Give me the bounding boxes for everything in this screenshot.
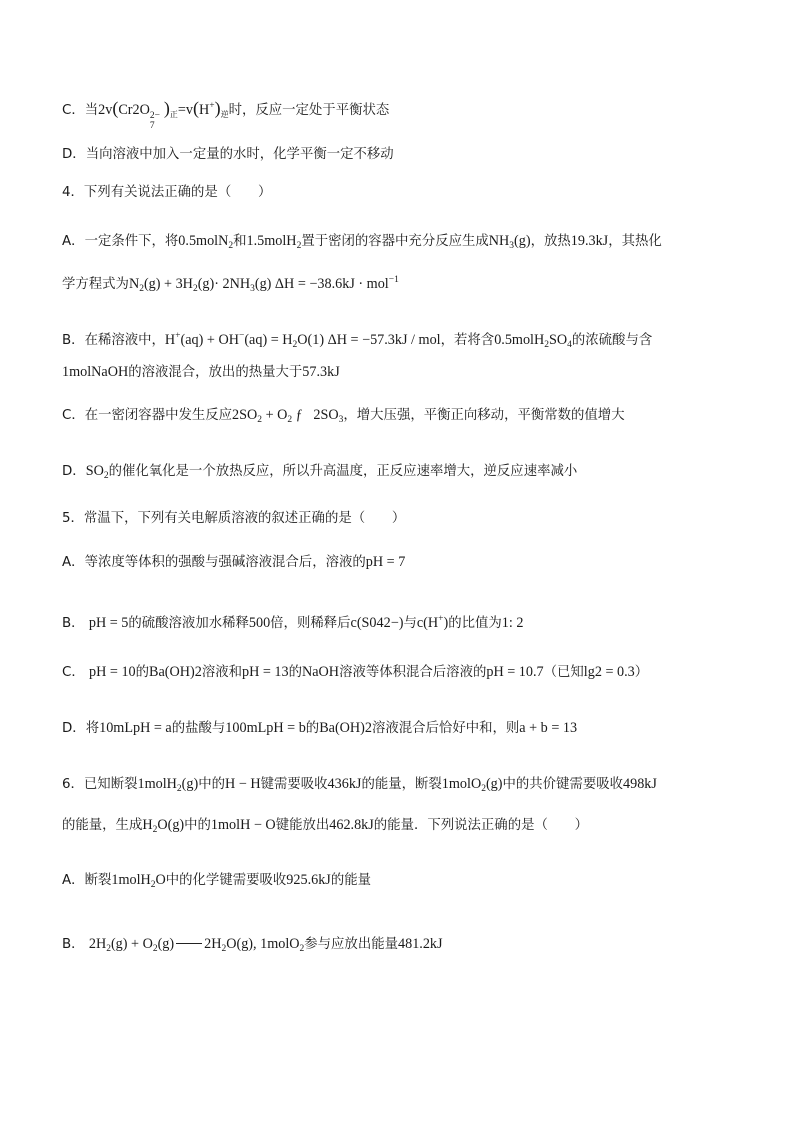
formula: 1molO xyxy=(441,776,482,792)
subscript: 7 xyxy=(149,121,155,131)
text: 的催化氧化是一个放热反应，所以升高温度，正反应速率增大，逆反应速率减小 xyxy=(108,464,578,479)
formula: NaOH xyxy=(302,664,340,680)
text: 的能量，生成 xyxy=(62,818,143,833)
q4-option-b xyxy=(62,326,764,355)
formula: pH = 10 xyxy=(89,664,136,680)
formula: 2H xyxy=(204,936,222,952)
formula: c(H xyxy=(416,615,439,631)
q6-stem-line1 xyxy=(62,774,764,799)
formula: ƒ 2SO xyxy=(292,407,339,423)
q4-option-a-line2 xyxy=(62,270,764,299)
text: 学方程式为 xyxy=(62,277,129,292)
subscript: 2 xyxy=(257,415,263,425)
text: 键能放出 xyxy=(275,818,330,833)
formula: (g) ΔH = −38.6kJ · mol xyxy=(254,276,389,292)
subscript: 2 xyxy=(152,944,158,954)
superscript: −1 xyxy=(388,275,399,285)
formula: 0.5molN xyxy=(178,233,229,249)
q5-option-c xyxy=(62,662,764,683)
formula: 498kJ xyxy=(623,776,657,792)
formula: (g) xyxy=(485,776,503,792)
formula: 100mLpH = b xyxy=(225,720,306,736)
text: 在一密闭容器中发生反应 xyxy=(84,408,233,423)
subscript: 2 xyxy=(228,241,234,251)
text: 中的 xyxy=(184,818,211,833)
formula: 1molH − O xyxy=(210,817,276,833)
formula: 2SO xyxy=(232,407,258,423)
subscript: 2 xyxy=(150,880,156,890)
q5-option-b xyxy=(62,609,764,634)
text: 的比值为 xyxy=(448,616,502,631)
text: 参与应放出能量 xyxy=(304,937,398,952)
text: ，放热 xyxy=(530,234,571,249)
text: 溶液和 xyxy=(201,665,242,680)
formula: 436kJ xyxy=(327,776,362,792)
text: ） xyxy=(634,665,649,680)
paren: ( xyxy=(112,98,119,118)
text: 的能量 xyxy=(330,873,371,888)
formula: H xyxy=(164,332,176,348)
formula: 1molNaOH xyxy=(62,364,129,380)
formula: Cr2O xyxy=(118,102,150,118)
text: 的硫酸溶液加水稀释 xyxy=(128,616,249,631)
text: 的能量，断裂 xyxy=(361,777,442,792)
formula: Ba(OH)2 xyxy=(319,720,372,736)
option-label: C． xyxy=(62,408,85,423)
formula: 1.5molH xyxy=(246,233,297,249)
formula: pH = 13 xyxy=(242,664,289,680)
text: 倍，则稀释后 xyxy=(270,616,351,631)
formula: (aq) = H xyxy=(244,332,293,348)
option-label: A． xyxy=(62,234,85,249)
formula: SO xyxy=(85,463,104,479)
subscript: 逆 xyxy=(220,110,229,119)
formula: 0.5molH xyxy=(494,332,545,348)
formula: =v xyxy=(177,102,193,118)
formula: (aq) + OH xyxy=(180,332,239,348)
text: ，其热化 xyxy=(608,234,662,249)
formula: pH = 10.7 xyxy=(486,664,544,680)
subscript: 正 xyxy=(169,110,178,119)
paren: ) xyxy=(163,98,170,118)
formula: lg2 = 0.3 xyxy=(583,664,635,680)
formula: c(S042−) xyxy=(350,615,404,631)
formula: 925.6kJ xyxy=(286,872,331,888)
formula: (g) + O xyxy=(110,936,153,952)
formula: (g) + 3H xyxy=(143,276,193,292)
superscript: 2− xyxy=(149,111,160,121)
text: 和 xyxy=(233,234,247,249)
q6-stem-line2 xyxy=(62,815,764,840)
subscript: 2 xyxy=(481,784,486,794)
formula: pH = 5 xyxy=(88,615,129,631)
formula: a + b = 13 xyxy=(519,720,578,736)
text: 当向溶液中加入一定量的水时，化学平衡一定不移动 xyxy=(85,147,394,162)
q5-option-a xyxy=(62,552,764,573)
q4-option-d xyxy=(62,461,764,486)
text: ，增大压强，平衡正向移动，平衡常数的值增大 xyxy=(343,408,625,423)
text: 时，反应一定处于平衡状态 xyxy=(228,103,390,118)
text: 断裂 xyxy=(84,873,112,888)
text: 在稀溶液中， xyxy=(84,333,165,348)
option-label: C． xyxy=(62,665,85,680)
subscript: 2 xyxy=(192,284,198,294)
formula: 19.3kJ xyxy=(570,233,609,249)
text: 的 xyxy=(305,721,320,736)
subscript: 2 xyxy=(287,415,293,425)
formula: (g) xyxy=(157,936,175,952)
text: 溶液混合后恰好中和，则 xyxy=(371,721,520,736)
option-label: D． xyxy=(62,464,86,479)
text: 的浓硫酸与含 xyxy=(571,333,653,348)
formula: 500 xyxy=(248,615,271,631)
formula: 1molH xyxy=(111,872,151,888)
formula: 481.2kJ xyxy=(398,936,443,952)
text: 的 xyxy=(135,665,150,680)
equation-arrow xyxy=(176,943,202,944)
option-label: D． xyxy=(62,721,86,736)
subscript: 2 xyxy=(106,944,111,954)
q6-option-a xyxy=(62,870,764,895)
superscript: − xyxy=(238,331,245,341)
text: 等浓度等体积的强酸与强碱溶液混合后，溶液的 xyxy=(84,555,366,570)
text: 与 xyxy=(403,616,417,631)
formula: Ba(OH)2 xyxy=(149,664,202,680)
formula: 462.8kJ xyxy=(329,817,374,833)
subscript: 2 xyxy=(292,340,298,350)
subscript: 3 xyxy=(250,284,255,294)
option-label: C． xyxy=(62,103,85,118)
formula: 57.3kJ xyxy=(302,364,340,380)
formula: SO xyxy=(549,332,568,348)
text: 的盐酸与 xyxy=(171,721,226,736)
formula: pH = 7 xyxy=(365,554,406,570)
q5-option-d xyxy=(62,718,764,739)
formula: O(1) ΔH = −57.3kJ / mol xyxy=(297,332,441,348)
option-label: A． xyxy=(62,555,85,570)
subscript: 2 xyxy=(152,825,158,835)
subscript: 4 xyxy=(567,340,572,350)
option-label: B． xyxy=(62,333,85,348)
formula: 10mLpH = a xyxy=(99,720,172,736)
formula: O(g) xyxy=(157,817,185,833)
formula: NH xyxy=(488,233,510,249)
text: 的 xyxy=(288,665,303,680)
subscript: 2 xyxy=(544,340,549,350)
text: 将 xyxy=(85,721,100,736)
q4-option-c xyxy=(62,405,764,430)
superscript: + xyxy=(209,101,215,111)
text: （已知 xyxy=(543,665,584,680)
superscript: + xyxy=(175,331,181,341)
formula: 2v xyxy=(98,102,113,118)
superscript: + xyxy=(438,614,444,624)
text: 中的共价键需要吸收 xyxy=(502,777,624,792)
formula: 1molH xyxy=(137,776,177,792)
text: 的能量．下列说法正确的是（ ） xyxy=(373,818,589,833)
paren: ) xyxy=(214,98,221,118)
text: 置于密闭的容器中充分反应生成 xyxy=(301,234,489,249)
formula: N xyxy=(128,276,140,292)
formula: O(g), 1molO xyxy=(226,936,300,952)
text: 键需要吸收 xyxy=(260,777,328,792)
subscript: 2 xyxy=(103,471,109,481)
text: 6．已知断裂 xyxy=(62,777,138,792)
subscript: 3 xyxy=(509,241,515,251)
q4-stem: 4．下列有关说法正确的是（ ） xyxy=(62,185,272,200)
text: 一定条件下，将 xyxy=(84,234,179,249)
formula: H − H xyxy=(224,776,261,792)
formula: H xyxy=(198,102,210,118)
text: 溶液等体积混合后溶液的 xyxy=(339,665,487,680)
q6-option-b xyxy=(62,934,764,959)
option-label: D． xyxy=(62,147,86,162)
formula: (g) xyxy=(181,776,199,792)
formula: H xyxy=(142,817,153,833)
formula: 1: 2 xyxy=(501,615,524,631)
subscript: 2 xyxy=(176,784,182,794)
formula: 2H xyxy=(88,936,107,952)
formula: (g) xyxy=(514,233,531,249)
q3-option-d xyxy=(62,145,764,165)
paren: ( xyxy=(192,98,199,118)
option-label: B． xyxy=(62,937,85,952)
formula: + O xyxy=(262,407,288,423)
text: 当 xyxy=(84,103,99,118)
formula: O xyxy=(155,872,166,888)
formula: ) xyxy=(443,615,449,631)
subscript: 2 xyxy=(139,284,144,294)
text: 中的 xyxy=(198,777,225,792)
text: 中的化学键需要吸收 xyxy=(165,873,287,888)
formula: (g)· 2NH xyxy=(197,276,251,292)
option-label: A． xyxy=(62,873,85,888)
q3-option-c xyxy=(62,96,764,131)
q4-option-b-line2 xyxy=(62,362,764,383)
option-label: B． xyxy=(62,616,85,631)
subscript: 3 xyxy=(338,415,344,425)
subscript: 2 xyxy=(221,944,227,954)
subscript: 2 xyxy=(296,241,302,251)
text: 的溶液混合，放出的热量大于 xyxy=(128,365,303,380)
text: ，若将含 xyxy=(440,333,495,348)
subscript: 2 xyxy=(299,944,305,954)
q4-option-a xyxy=(62,231,764,256)
q5-stem: 5．常温下，下列有关电解质溶液的叙述正确的是（ ） xyxy=(62,511,406,526)
